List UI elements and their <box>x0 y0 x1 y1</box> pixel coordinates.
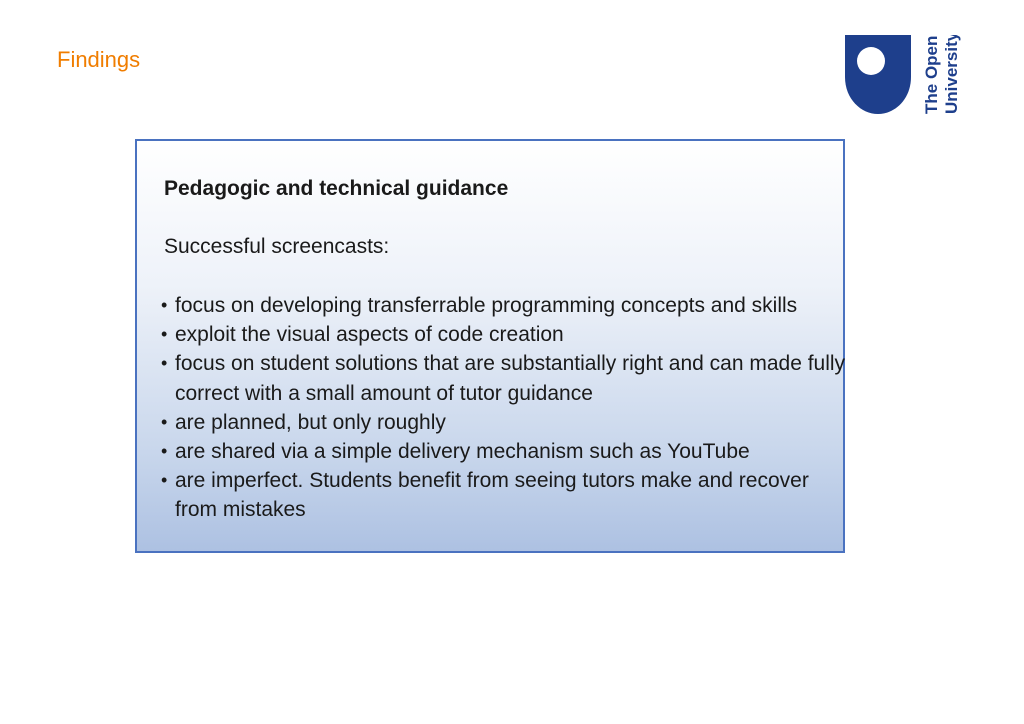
slide-title: Findings <box>57 47 141 72</box>
list-item-text: exploit the visual aspects of code creation <box>175 323 564 347</box>
logo-line-2: University <box>942 35 961 114</box>
list-item <box>157 320 847 349</box>
bullet-icon: • <box>161 324 168 345</box>
list-item-text: focus on developing transferrable programming concepts and skills <box>175 294 798 317</box>
logo-line-1: The Open <box>922 35 941 114</box>
box-intro: Successful screencasts: <box>164 235 390 258</box>
list-item <box>157 349 847 407</box>
open-university-shield-icon <box>845 35 965 117</box>
bullet-icon: • <box>161 411 168 432</box>
list-item-text: are shared via a simple delivery mechanism such as YouTube <box>175 440 750 464</box>
bullet-list <box>157 291 847 525</box>
list-item <box>157 408 847 437</box>
bullet-icon: • <box>161 470 168 491</box>
list-item <box>157 291 847 320</box>
guidance-box <box>135 139 845 553</box>
bullet-icon: • <box>161 441 168 462</box>
list-item-text: focus on student solutions that are substantially right and can made fully correct with a small amount of tutor guidance <box>175 352 846 405</box>
open-university-logo <box>845 35 965 117</box>
list-item <box>157 466 847 524</box>
bullet-icon: • <box>161 295 168 315</box>
list-item-text: are planned, but only roughly <box>175 410 446 434</box>
bullet-icon: • <box>161 353 168 374</box>
box-heading: Pedagogic and technical guidance <box>164 177 509 200</box>
list-item <box>157 437 847 466</box>
list-item-text: are imperfect. Students benefit from seeing tutors make and recover from mistakes <box>175 469 809 522</box>
